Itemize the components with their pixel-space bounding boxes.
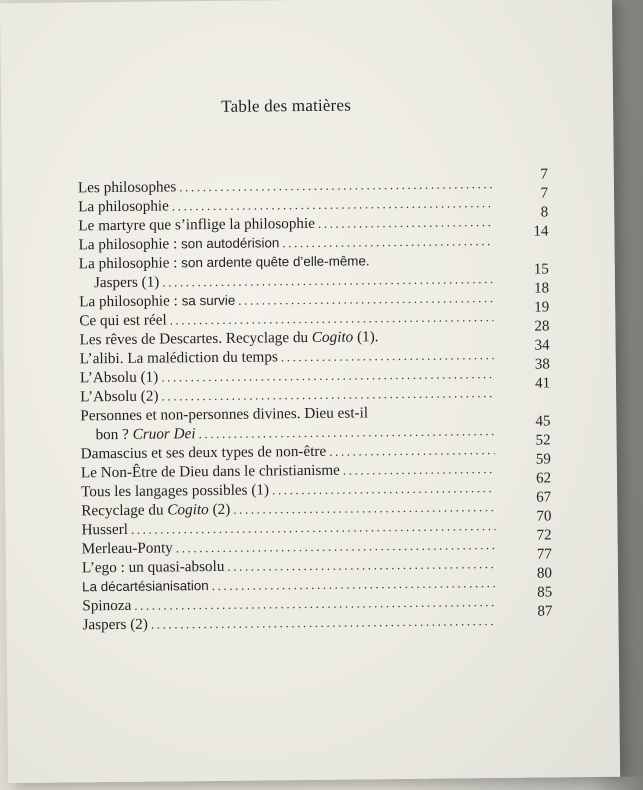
toc-entry-title: Merleau-Ponty [81,539,173,558]
toc-entry-title: L’Absolu (2) [80,387,159,406]
dot-leader [343,459,495,480]
toc-entry-title-part: bon ? [95,425,129,444]
toc-page-number: 18 [533,280,550,297]
toc-entry-title: Spinoza [82,596,132,615]
dot-leader [282,231,492,252]
toc-entry-title: L’ego : un quasi-absolu [81,557,225,577]
toc-entry-title-part: son autodérision [180,235,280,252]
toc-page-number: 8 [540,204,549,221]
toc-entry-title: Les philosophes [77,178,177,197]
toc-entry-title: Husserl [81,520,129,539]
toc-entry-title: Tous les langages possibles (1) [81,481,270,501]
toc-entry-title-part: La philosophie : [78,254,178,273]
toc-entry-title-part: son ardente quête d’elle-même. [181,253,370,271]
toc-page-number: 34 [534,337,550,354]
toc-entry-title-part: Cruor Dei [132,425,196,443]
toc-entry-title-part: La philosophie : [79,292,178,311]
toc-page-number: 41 [534,375,551,392]
toc-page-number: 7 [540,166,548,183]
toc-page-number: 62 [535,470,552,487]
toc-entry-title-line: Personnes et non-personnes divines. Dieu est-il [80,404,369,425]
toc-entry-title [78,233,279,254]
toc-page-number: 38 [534,356,550,373]
dot-leader [281,345,494,366]
toc-entry-title-part: sa survie [181,292,236,309]
toc-entry-title: La décartésianisation [82,578,209,595]
toc-entry-title: L’Absolu (1) [79,368,159,387]
toc-heading: Table des matières [221,95,352,116]
toc-page-number: 28 [534,318,550,335]
dot-leader [151,611,497,634]
toc-entry-title-part: Cogito [167,501,209,519]
toc-entry-title-part: Cogito [311,328,354,346]
toc-entry-title: Jaspers (2) [82,615,148,634]
toc-entry-title: L’alibi. La malédiction du temps [79,348,278,368]
toc-page-number: 14 [533,223,549,240]
toc-page-number: 80 [536,565,553,582]
toc-page-number: 15 [533,261,549,278]
toc-entry-title-part: (1). [356,328,379,346]
toc-entry-title: Le martyre que s’inflige la philosophie [78,214,316,235]
toc-page-number: 7 [540,185,549,202]
toc-entry-title: Ce qui est réel [79,311,167,330]
toc-entry-title [79,291,235,312]
toc-page-number: 72 [536,527,552,544]
toc-entry-title: Damascius et ses deux types de non-être [80,442,327,463]
toc-page-number: 77 [536,546,552,563]
dot-leader [272,478,495,499]
toc-page-number: 52 [535,432,551,449]
toc-entry-title-part: Recyclage du [81,501,164,520]
toc-page-number: 87 [537,603,553,620]
toc-entry-title: La philosophie [78,197,169,216]
toc-page-number: 19 [534,299,550,316]
toc-entry-title: Le Non-Être de Dieu dans le christianisme [80,461,340,482]
toc-page-number: 45 [535,413,551,430]
toc-list [77,166,553,634]
toc-page-number: 70 [536,508,552,525]
dot-leader [318,212,493,233]
toc-entry-title-part: La philosophie : [78,235,178,254]
toc-page-number: 67 [536,489,552,506]
toc-page-number: 85 [537,584,553,601]
dot-leader [329,440,495,461]
toc-page-number: 59 [535,451,551,468]
toc-entry-title-part: (2) [212,500,231,519]
toc-entry-title-part: Les rêves de Descartes. Recyclage du [79,328,309,349]
toc-entry-title-part: Jaspers (1) [93,273,160,292]
toc-entry-title-part [95,424,195,444]
toc-entry-title [81,500,230,521]
